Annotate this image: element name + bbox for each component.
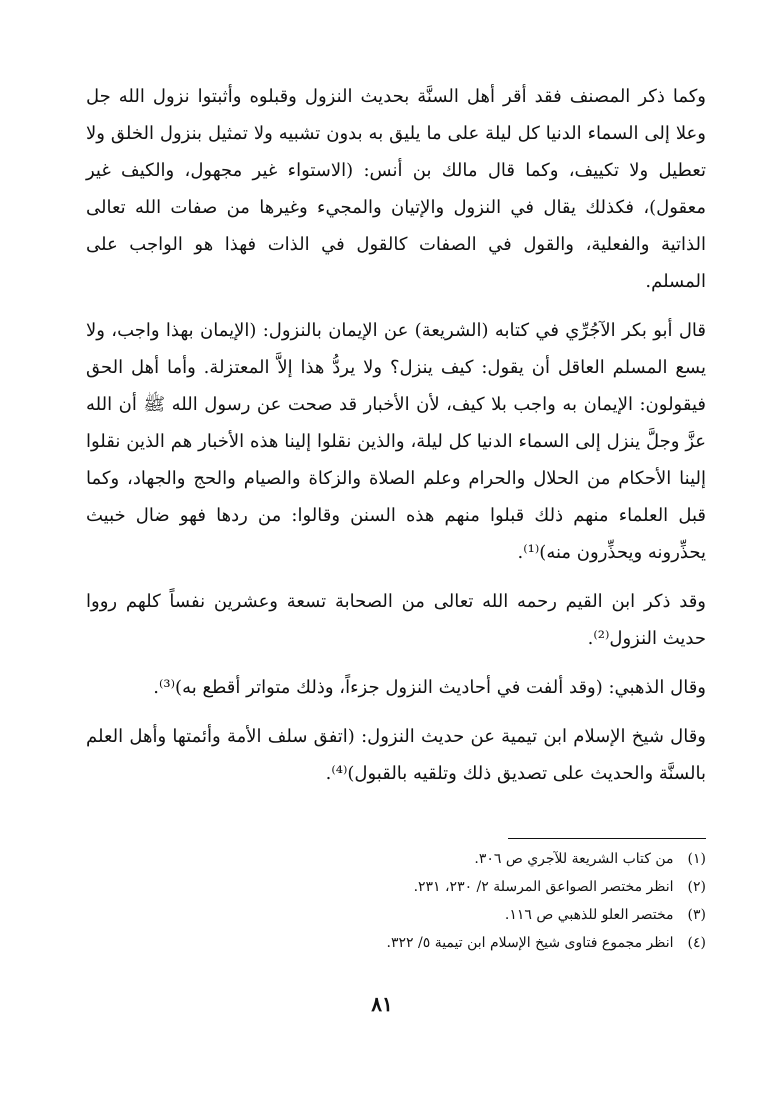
paragraph-4: وقال الذهبي: (وقد ألفت في أحاديث النزول جزءاً، وذلك متواتر أقطع به)⁽³⁾.: [153, 677, 706, 698]
paragraph-2: قال أبو بكر الآجُرِّي في كتابه (الشريعة) عن الإيمان بالنزول: (الإيمان بهذا واجب، ولا يسع المسلم العاقل أن يقول: كيف ينزل؟ ولا يردُّ هذا إلاَّ المعتزلة. وأما أهل الحق فيقولون: الإيمان به واجب بلا كيف، لأن الأخبار قد صحت عن رسول الله ﷺ أن الله عزَّ وجلَّ ينزل إلى السماء الدنيا كل ليلة، والذين نقلوا إلينا هذه الأخبار هم الذين نقلوا إلينا الأحكام من الحلال والحرام وعلم الصلاة والزكاة والصيام والحج والجهاد، وكما قبل العلماء منهم ذلك قبلوا منهم هذه السنن وقالوا: من ردها فهو ضال خبيث يحذِّرونه ويحذِّرون منه)⁽¹⁾.: [86, 320, 706, 563]
footnote-text: انظر مجموع فتاوى شيخ الإسلام ابن تيمية ٥/ ٣٢٢.: [386, 935, 674, 951]
footnote-number: (٤): [687, 935, 706, 951]
footnote-text: من كتاب الشريعة للآجري ص ٣٠٦.: [474, 851, 674, 867]
footnote-number: (٢): [687, 879, 706, 895]
footnote-number: (١): [687, 851, 706, 867]
paragraph-1: وكما ذكر المصنف فقد أقر أهل السنَّة بحديث النزول وقبلوه وأثبتوا نزول الله جل وعلا إلى السماء الدنيا كل ليلة على ما يليق به بدون تشبيه ولا تمثيل بنزول الخلق ولا تعطيل ولا تكييف، وكما قال مالك بن أنس: (الاستواء غير مجهول، والكيف غير معقول)، فكذلك يقال في النزول والإتيان والمجيء وغيرها من صفات الله تعالى الذاتية والفعلية، والقول في الصفات كالقول في الذات فهذا هو الواجب على المسلم.: [86, 86, 706, 292]
footnote-2: [86, 873, 706, 901]
page-number: ٨١: [371, 992, 393, 1016]
paragraph-5: وقال شيخ الإسلام ابن تيمية عن حديث النزول: (اتفق سلف الأمة وأئمتها وأهل العلم بالسنَّة والحديث على تصديق ذلك وتلقيه بالقبول)⁽⁴⁾.: [86, 726, 706, 784]
footnote-number: (٣): [687, 907, 706, 923]
footnote-3: [86, 901, 706, 929]
footnote-text: مختصر العلو للذهبي ص ١١٦.: [504, 907, 674, 923]
footnote-divider: [508, 838, 706, 839]
footnote-list: [86, 845, 706, 957]
footnotes-section: [86, 838, 706, 957]
footnote-4: [86, 929, 706, 957]
footnote-1: [86, 845, 706, 873]
footnote-text: انظر مختصر الصواعق المرسلة ٢/ ٢٣٠، ٢٣١.: [413, 879, 674, 895]
paragraph-3: وقد ذكر ابن القيم رحمه الله تعالى من الصحابة تسعة وعشرين نفساً كلهم رووا حديث النزول⁽²⁾.: [86, 591, 706, 649]
page-body: [86, 78, 706, 792]
